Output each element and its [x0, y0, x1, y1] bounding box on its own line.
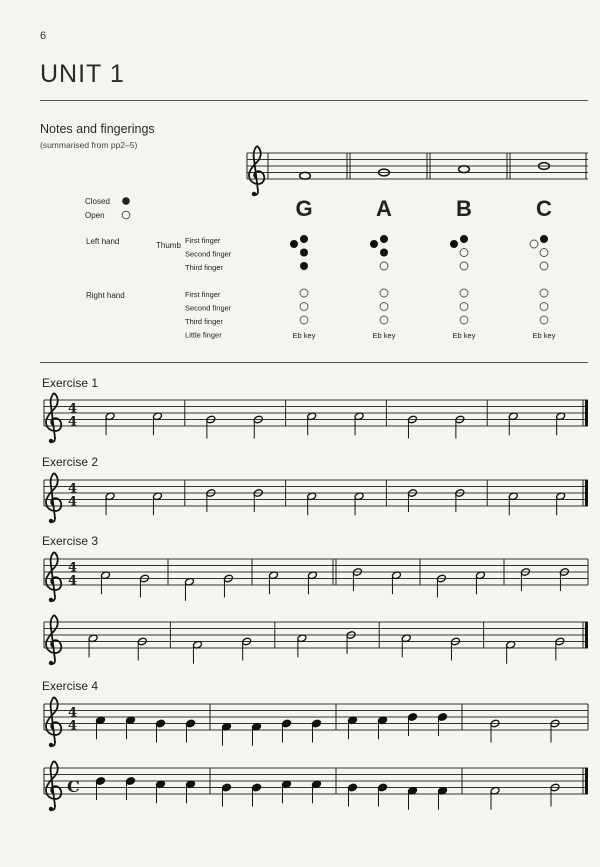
open-hole-icon — [300, 316, 308, 324]
open-hole-icon — [460, 316, 468, 324]
treble-clef-dot — [49, 439, 53, 443]
open-hole-icon — [530, 240, 538, 248]
rh-finger-label: Second finger — [185, 303, 232, 313]
eb-key-label: Eb key — [372, 331, 396, 340]
note-name-C: C — [536, 196, 552, 221]
common-time-signature: C — [67, 777, 80, 796]
right-hand-label: Right hand — [86, 291, 125, 300]
legend-open-label: Open — [85, 211, 105, 220]
treble-clef-dot — [252, 192, 256, 196]
open-hole-icon — [380, 262, 388, 270]
eb-key-label: Eb key — [532, 331, 556, 340]
eb-key-label: Eb key — [292, 331, 316, 340]
time-signature-top: 4 — [68, 481, 78, 497]
treble-clef-dot — [49, 743, 53, 747]
time-signature-top: 4 — [68, 401, 78, 417]
treble-clef-dot — [49, 661, 53, 665]
lh-finger-label: Third finger — [185, 263, 223, 272]
open-hole-icon — [540, 262, 548, 270]
rh-finger-label: First finger — [185, 290, 221, 299]
staff — [44, 761, 588, 811]
staff — [44, 697, 588, 747]
exercise-1-label: Exercise 1 — [42, 376, 99, 390]
lh-finger-label: Second finger — [185, 249, 232, 259]
whole-note — [300, 172, 311, 179]
open-hole-icon — [300, 303, 308, 311]
open-hole-icon — [300, 289, 308, 297]
open-hole-icon — [540, 289, 548, 297]
whole-note — [459, 166, 470, 173]
open-hole-icon — [380, 316, 388, 324]
closed-hole-icon — [290, 240, 298, 248]
treble-clef-icon — [46, 473, 61, 523]
treble-clef-icon — [46, 697, 61, 747]
fingering-section-title: Notes and fingerings — [40, 122, 155, 136]
treble-clef-icon — [249, 146, 264, 196]
fingering-staff — [247, 146, 588, 196]
time-signature-bottom: 4 — [68, 494, 78, 510]
left-hand-label: Left hand — [86, 237, 120, 246]
closed-hole-icon — [540, 235, 548, 243]
exercise-4-label: Exercise 4 — [42, 679, 99, 693]
closed-hole-icon — [450, 240, 458, 248]
staff — [44, 473, 588, 523]
staff — [44, 615, 588, 665]
treble-clef-icon — [46, 393, 61, 443]
open-hole-icon — [122, 211, 130, 219]
open-hole-icon — [460, 262, 468, 270]
treble-clef-icon — [46, 552, 61, 602]
time-signature-bottom: 4 — [68, 718, 78, 734]
closed-hole-icon — [380, 235, 388, 243]
thumb-label: Thumb — [156, 241, 181, 250]
open-hole-icon — [460, 303, 468, 311]
time-signature-bottom: 4 — [68, 573, 78, 589]
time-signature-top: 4 — [68, 705, 78, 721]
note-name-B: B — [456, 196, 472, 221]
closed-hole-icon — [370, 240, 378, 248]
closed-hole-icon — [300, 262, 308, 270]
closed-hole-icon — [300, 249, 308, 257]
open-hole-icon — [380, 303, 388, 311]
staff — [44, 393, 588, 443]
time-signature-top: 4 — [68, 560, 78, 576]
rh-finger-label: Third finger — [185, 317, 223, 326]
treble-clef-icon — [46, 615, 61, 665]
treble-clef-dot — [49, 519, 53, 523]
open-hole-icon — [540, 316, 548, 324]
open-hole-icon — [540, 303, 548, 311]
open-hole-icon — [540, 249, 548, 257]
note-name-A: A — [376, 196, 392, 221]
note-name-G: G — [295, 196, 313, 221]
open-hole-icon — [460, 249, 468, 257]
treble-clef-dot — [49, 598, 53, 602]
eb-key-label: Eb key — [452, 331, 476, 340]
page-number: 6 — [40, 30, 47, 42]
open-hole-icon — [380, 289, 388, 297]
treble-clef-dot — [49, 807, 53, 811]
legend-closed-label: Closed — [85, 197, 110, 206]
closed-hole-icon — [300, 235, 308, 243]
closed-hole-icon — [380, 249, 388, 257]
closed-hole-icon — [460, 235, 468, 243]
rh-finger-label: Little finger — [185, 330, 222, 340]
treble-clef-icon — [46, 761, 61, 811]
unit-title: UNIT 1 — [40, 60, 125, 88]
staff — [44, 552, 588, 602]
exercise-2-label: Exercise 2 — [42, 455, 99, 469]
closed-hole-icon — [122, 197, 130, 205]
time-signature-bottom: 4 — [68, 414, 78, 430]
fingering-section-subtitle: (summarised from pp2–5) — [40, 140, 138, 150]
lh-finger-label: First finger — [185, 236, 221, 245]
open-hole-icon — [460, 289, 468, 297]
exercise-3-label: Exercise 3 — [42, 534, 99, 548]
